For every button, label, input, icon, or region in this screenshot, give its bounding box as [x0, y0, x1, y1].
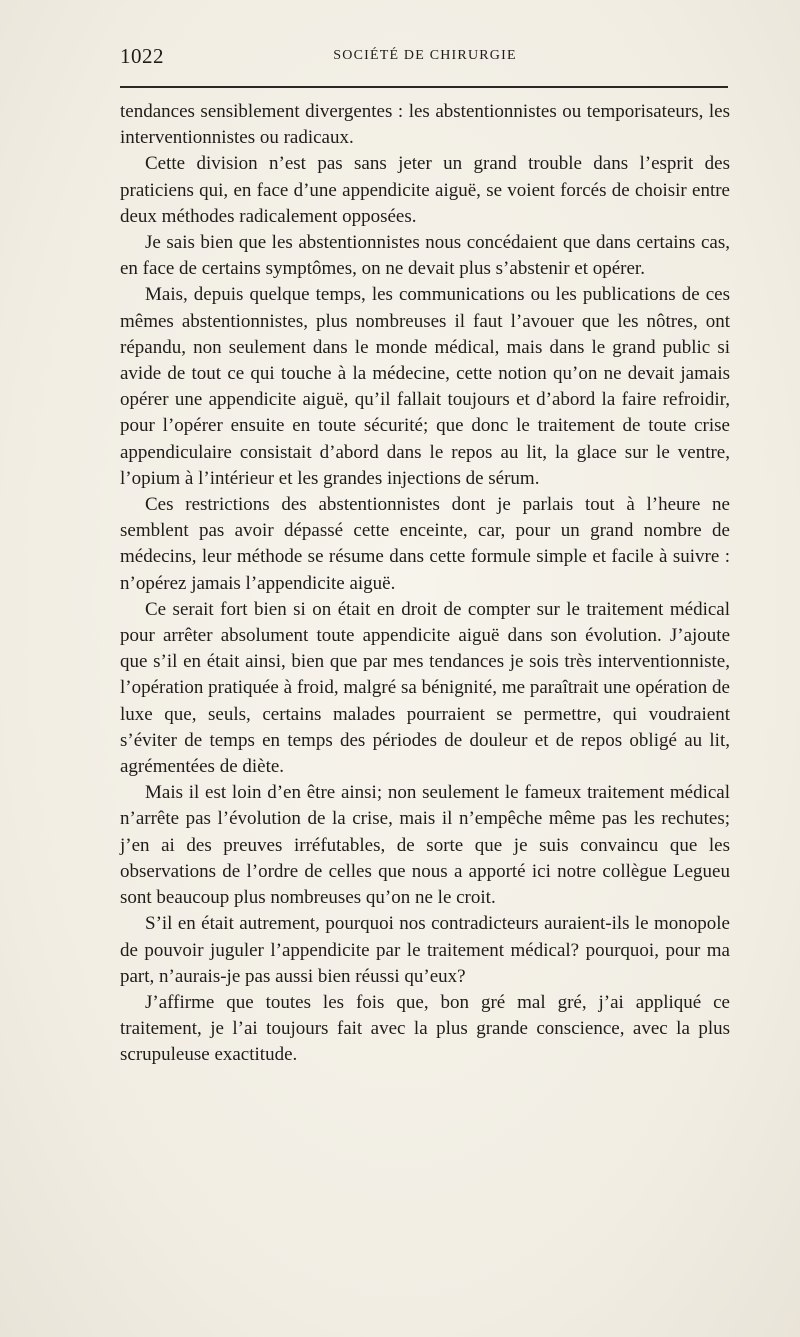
paragraph: tendances sensiblement divergentes : les abstentionnistes ou temporisateurs, les interventionnistes ou radicaux. [120, 101, 730, 149]
page-number: 1022 [120, 44, 164, 68]
page-header [120, 44, 730, 74]
paragraph: Mais, depuis quelque temps, les communications ou les publications de ces mêmes abstentionnistes, plus nombreuses il faut l’avouer que les nôtres, ont répandu, non seulement dans le monde médical, mais dans le grand public si avide de tout ce qui touche à la médecine, cette notion qu’on ne devait jamais opérer une appendicite aiguë, qu’il fallait toujours et d’abord la faire refroidir, pour l’opérer ensuite en toute sécurité; que donc le traitement de toute crise appendiculaire consistait d’abord dans le repos au lit, la glace sur le ventre, l’opium à l’intérieur et les grandes injections de sérum. [120, 284, 730, 489]
body-text [120, 99, 730, 1069]
paragraph: Ces restrictions des abstentionnistes dont je parlais tout à l’heure ne semblent pas avoir dépassé cette enceinte, car, pour un grand nombre de médecins, leur méthode se résume dans cette formule simple et facile à suivre : n’opérez jamais l’appendicite aiguë. [120, 494, 730, 594]
running-title: SOCIÉTÉ DE CHIRURGIE [333, 48, 517, 63]
paragraph: Mais il est loin d’en être ainsi; non seulement le fameux traitement médical n’arrête pas l’évolution de la crise, mais il n’empêche même pas les rechutes; j’en ai des preuves irréfutables, de sorte que je suis convaincu que les observations de l’ordre de celles que nous a apporté ici notre collègue Legueu sont beaucoup plus nombreuses qu’on ne le croit. [120, 782, 730, 909]
paragraph: J’affirme que toutes les fois que, bon gré mal gré, j’ai appliqué ce traitement, je l’ai toujours fait avec la plus grande conscience, avec la plus scrupuleuse exactitude. [120, 991, 730, 1066]
paragraph: S’il en était autrement, pourquoi nos contradicteurs auraient-ils le monopole de pouvoir juguler l’appendicite par le traitement médical? pourquoi, pour ma part, n’aurais-je pas aussi bien réussi qu’eux? [120, 913, 730, 987]
paragraph: Ce serait fort bien si on était en droit de compter sur le traitement médical pour arrêter absolument toute appendicite aiguë dans son évolution. J’ajoute que s’il en était ainsi, bien que par mes tendances je sois très interventionniste, l’opération pratiquée à froid, malgré sa bénignité, me paraîtrait une opération de luxe que, seuls, certains malades pourraient se permettre, qui voudraient s’éviter de temps en temps des périodes de douleur et de repos obligé au lit, agrémentées de diète. [120, 598, 730, 778]
paragraph: Cette division n’est pas sans jeter un grand trouble dans l’esprit des praticiens qui, en face d’une appendicite aiguë, se voient forcés de choisir entre deux méthodes radicalement opposées. [120, 153, 730, 227]
paragraph: Je sais bien que les abstentionnistes nous concédaient que dans certains cas, en face de certains symptômes, on ne devait plus s’abstenir et opérer. [120, 232, 730, 280]
header-rule [120, 86, 728, 88]
